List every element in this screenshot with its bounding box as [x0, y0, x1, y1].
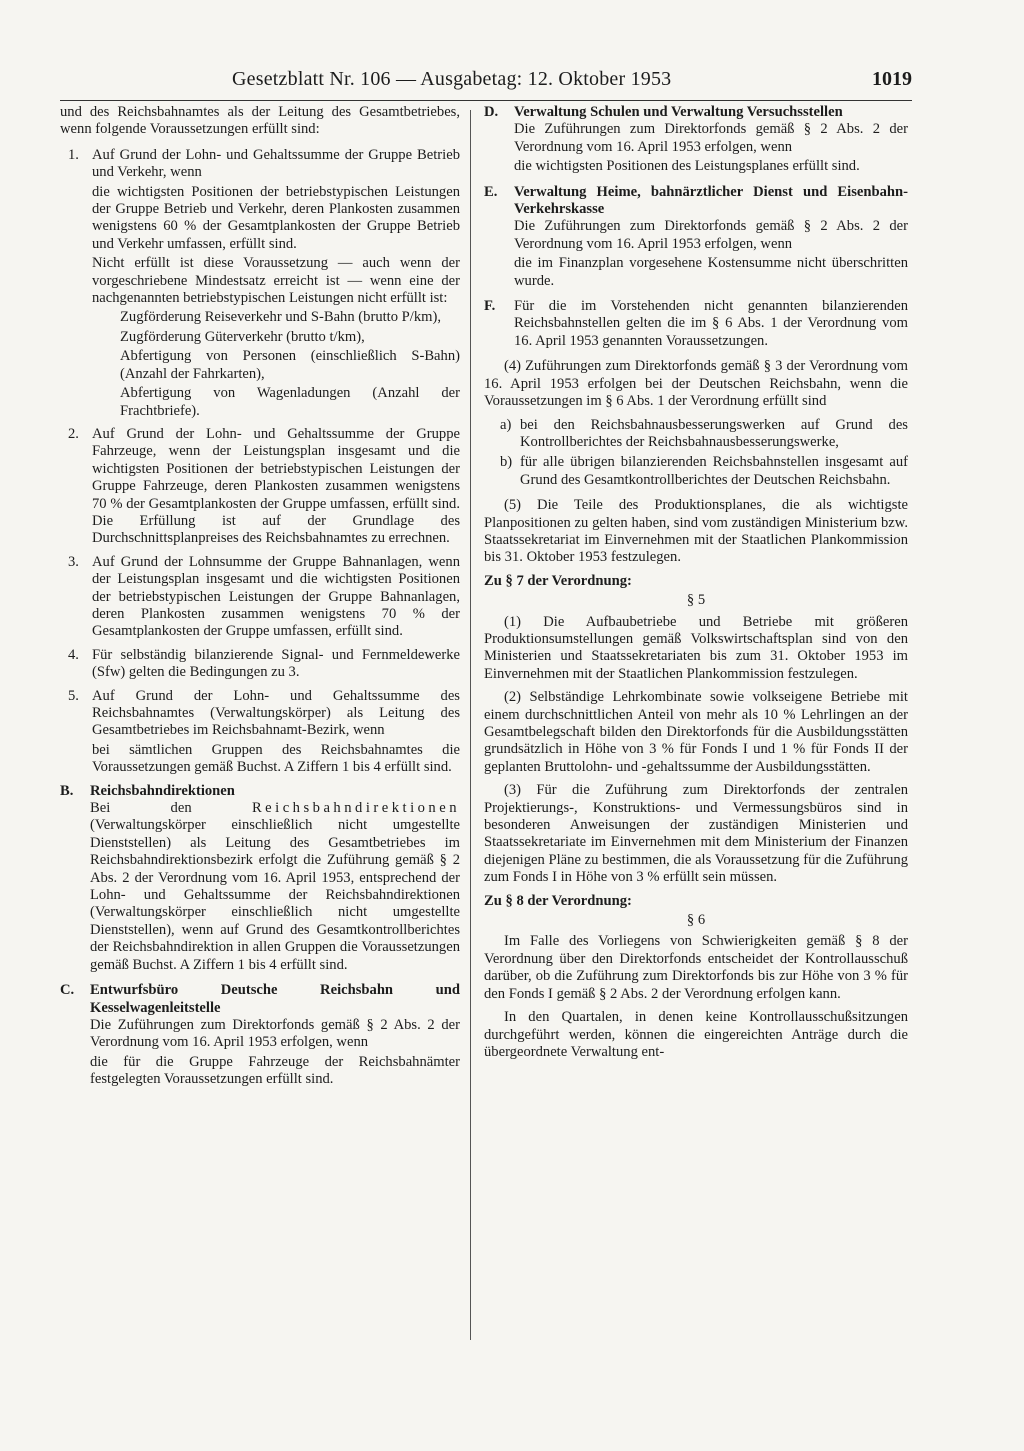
- list-entry: Abfertigung von Wagenladungen (Anzahl der Frachtbriefe).: [120, 385, 460, 419]
- section-label: E.: [484, 183, 498, 200]
- section-label: C.: [60, 982, 75, 999]
- section-e: [484, 184, 908, 290]
- list-entry: Zugförderung Güterverkehr (brutto t/km),: [120, 328, 365, 345]
- list-entry: Zugförderung Reiseverkehr und S-Bahn (brutto P/km),: [120, 309, 441, 326]
- section-d: [484, 104, 908, 176]
- section-text: Für die im Vorstehenden nicht genannten bilanzierenden Reichsbahnstellen gelten die im § 6 Abs. 1 der Verordnung vom 16. April 1953 genannten Voraussetzungen.: [514, 298, 908, 349]
- section-heading: Verwaltung Schulen und Verwaltung Versuchsstellen: [514, 104, 843, 120]
- item-note: Nicht erfüllt ist diese Voraussetzung — auch wenn der vorgeschriebene Mindestsatz erreicht ist — wenn eine der nachgenannten betriebstypischen Leistungen nicht erfüllt ist:: [92, 255, 460, 307]
- zu-8-heading: Zu § 8 der Verordnung:: [484, 892, 632, 909]
- item-marker: 4.: [68, 646, 79, 663]
- right-column: [484, 104, 908, 1067]
- section-text: Die Zuführungen zum Direktorfonds gemäß § 2 Abs. 2 der Verordnung vom 16. April 1953 erfolgen, wenn: [90, 1016, 460, 1051]
- zu-8-para-1: Im Falle des Vorliegens von Schwierigkeiten gemäß § 8 der Verordnung über den Direktorfonds entscheidet der Kontrollausschuß darüber, ob die Zuführung zum Direktorfonds bis zur Höhe von 3 % für den Fonds I gemäß § 2 Abs. 2 der Verordnung erfolgen kann.: [484, 933, 908, 1002]
- sub-item-a: [484, 417, 908, 452]
- zu-7-heading: Zu § 7 der Verordnung:: [484, 572, 632, 589]
- sub-item-b: [484, 454, 908, 489]
- intro-paragraph: und des Reichsbahnamtes als der Leitung des Gesamtbetriebes, wenn folgende Voraussetzungen erfüllt sind:: [60, 104, 460, 138]
- section-text: [90, 800, 460, 974]
- sub-text: für alle übrigen bilanzierenden Reichsbahnstellen insgesamt auf Grund des Gesamtkontrollberichtes der Deutschen Reichsbahn.: [520, 454, 908, 488]
- list-item-2: [60, 426, 460, 548]
- item-body: die wichtigsten Positionen der betriebstypischen Leistungen der Gruppe Betrieb und Verkehr, deren Plankosten zusammen wenigstens 60 % der Gesamtplankosten der Gruppe Betrieb und Verkehr umfassen, erfüllt sind.: [92, 183, 460, 252]
- item-text: Auf Grund der Lohn- und Gehaltssumme der Gruppe Betrieb und Verkehr, wenn: [92, 146, 460, 181]
- page-header: [60, 64, 912, 101]
- item-body: bei sämtlichen Gruppen des Reichsbahnamtes die Voraussetzungen gemäß Buchst. A Ziffern 1 bis 4 erfüllt sind.: [92, 741, 460, 776]
- section-body: die im Finanzplan vorgesehene Kostensumme nicht überschritten wurde.: [514, 255, 908, 289]
- zu-7-para-2: (2) Selbständige Lehrkombinate sowie volkseigene Betriebe mit einem durchschnittlichen Anteil von mehr als 10 % Lehrlingen an der Gesamtbelegschaft bilden den Direktorfonds für die Ausbildungsstätten grundsätzlich in Höhe von 3 % für Fonds I und 1 % für Fonds II der geplanten Bruttolohn- und -gehaltssumme der Ausbildungsstätten.: [484, 689, 908, 775]
- text-rest: (Verwaltungskörper einschließlich nicht umgestellte Dienststellen) als Leitung des Gesamtbetriebes im Reichsbahndirektionsbezirk erfolgt die Zuführung gemäß § 2 Abs. 2 der Verordnung vom 16. April 1953, entsprechend der Lohn- und Gehaltssumme der Reichsbahndirektionen (Verwaltungskörper einschließlich nicht umgestellte Dienststellen), wenn auf Grund des Gesamtkontrollberichtes der Reichsbahndirektion in allen Gruppen die Voraussetzungen gemäß Buchst. A Ziffern 1 bis 4 erfüllt sind.: [90, 817, 460, 973]
- zu-8-para-2: In den Quartalen, in denen keine Kontrollausschußsitzungen durchgeführt werden, können die eingereichten Anträge durch die übergeordnete Verwaltung ent-: [484, 1009, 908, 1060]
- section-f: [484, 298, 908, 350]
- section-heading: Reichsbahndirektionen: [90, 782, 235, 799]
- zu-7-para-3: (3) Für die Zuführung zum Direktorfonds der zentralen Projektierungs-, Konstruktions- und Vermessungsbüros sind in besonderen Anweisungen der zuständigen Ministerien und Staatssekretariate im Einvernehmen mit dem Ministerium der Finanzen diejenigen Pläne zu bestimmen, die als Voraussetzung für die Zuführung zum Fonds I in Höhe von 3 % erfüllt sein müssen.: [484, 782, 908, 886]
- section-label: D.: [484, 104, 499, 120]
- section-b: [60, 783, 460, 974]
- item-marker: 1.: [68, 146, 79, 163]
- item-marker: 2.: [68, 425, 79, 442]
- paragraph-4: (4) Zuführungen zum Direktorfonds gemäß § 3 der Verordnung vom 16. April 1953 erfolgen bei der Deutschen Reichsbahn, wenn die Voraussetzungen im § 6 Abs. 1 der Verordnung erfüllt sind: [484, 358, 908, 410]
- performance-list: [92, 309, 460, 419]
- list-item-3: [60, 554, 460, 641]
- item-text: Auf Grund der Lohnsumme der Gruppe Bahnanlagen, wenn der Leistungsplan insgesamt und die wichtigsten Positionen der betriebstypischen Leistungen der Gruppe Bahnanlagen, deren Plankosten zusammen wenigstens 70 % der Gesamtplankosten der Gruppe umfassen, erfüllt sind.: [92, 553, 460, 640]
- sub-text: bei den Reichsbahnausbesserungswerken auf Grund des Kontrollberichtes der Reichsbahnausbesserungswerke,: [520, 416, 908, 450]
- section-text: Die Zuführungen zum Direktorfonds gemäß § 2 Abs. 2 der Verordnung vom 16. April 1953 erfolgen, wenn: [514, 218, 908, 252]
- section-text: Die Zuführungen zum Direktorfonds gemäß § 2 Abs. 2 der Verordnung vom 16. April 1953 erfolgen, wenn: [514, 121, 908, 155]
- text-start: Bei den: [90, 800, 192, 817]
- section-heading: Entwurfsbüro Deutsche Reichsbahn und Kesselwagenleitstelle: [90, 982, 460, 1016]
- item-text: Für selbständig bilanzierende Signal- und Fernmeldewerke (Sfw) gelten die Bedingungen zu 3.: [92, 646, 460, 681]
- section-c: [60, 982, 460, 1088]
- header-title: Gesetzblatt Nr. 106 — Ausgabetag: 12. Oktober 1953: [232, 68, 672, 90]
- left-column: [60, 104, 460, 1097]
- item-marker: 5.: [68, 687, 79, 704]
- section-label: F.: [484, 298, 496, 315]
- list-item-4: [60, 647, 460, 682]
- item-marker: 3.: [68, 553, 79, 570]
- column-divider: [470, 110, 471, 1340]
- sub-marker: a): [500, 416, 512, 433]
- spaced-term: Reichsbahndirektionen: [251, 800, 460, 817]
- paragraph-5: (5) Die Teile des Produktionsplanes, die als wichtigste Planpositionen zu gelten haben, sind vom zuständigen Ministerium bzw. Staatssekretariat im Einvernehmen mit der Staatlichen Plankommission bis 31. Oktober 1953 festzulegen.: [484, 497, 908, 566]
- page-number: 1019: [872, 68, 912, 90]
- zu-7-para-1: (1) Die Aufbaubetriebe und Betriebe mit größeren Produktionsumstellungen gemäß Volkswirtschaftsplan sind von den Ministerien und Staatssekretariaten bis zum 31. Oktober 1953 im Einvernehmen mit der Staatlichen Plankommission festzulegen.: [484, 613, 908, 682]
- section-heading: Verwaltung Heime, bahnärztlicher Dienst und Eisenbahn-Verkehrskasse: [514, 183, 908, 218]
- sub-marker: b): [500, 454, 513, 471]
- section-body: die wichtigsten Positionen des Leistungsplanes erfüllt sind.: [514, 158, 860, 175]
- section-body: die für die Gruppe Fahrzeuge der Reichsbahnämter festgelegten Voraussetzungen erfüllt sind.: [90, 1053, 460, 1088]
- section-label: B.: [60, 782, 74, 799]
- item-text: Auf Grund der Lohn- und Gehaltssumme der Gruppe Fahrzeuge, wenn der Leistungsplan insgesamt und die wichtigsten Positionen der betriebstypischen Leistungen der Gruppe Fahrzeuge, deren Plankosten zusammen wenigstens 70 % der Gesamtplankosten der Gruppe umfassen, erfüllt sind. Die Erfüllung ist auf der Grundlage des Durchschnittsplanpreises des Reichsbahnamtes zu errechnen.: [92, 425, 460, 547]
- list-item-5: [60, 688, 460, 777]
- list-entry: Abfertigung von Personen (einschließlich S-Bahn) (Anzahl der Fahrkarten),: [120, 348, 460, 382]
- section-sign-5: § 5: [686, 592, 706, 609]
- list-item-1: [60, 147, 460, 420]
- section-sign-6: § 6: [686, 912, 706, 929]
- item-text: Auf Grund der Lohn- und Gehaltssumme des Reichsbahnamtes (Verwaltungskörper) als Leitung des Gesamtbetriebes im Reichsbahnamt-Bezirk, wenn: [92, 687, 460, 739]
